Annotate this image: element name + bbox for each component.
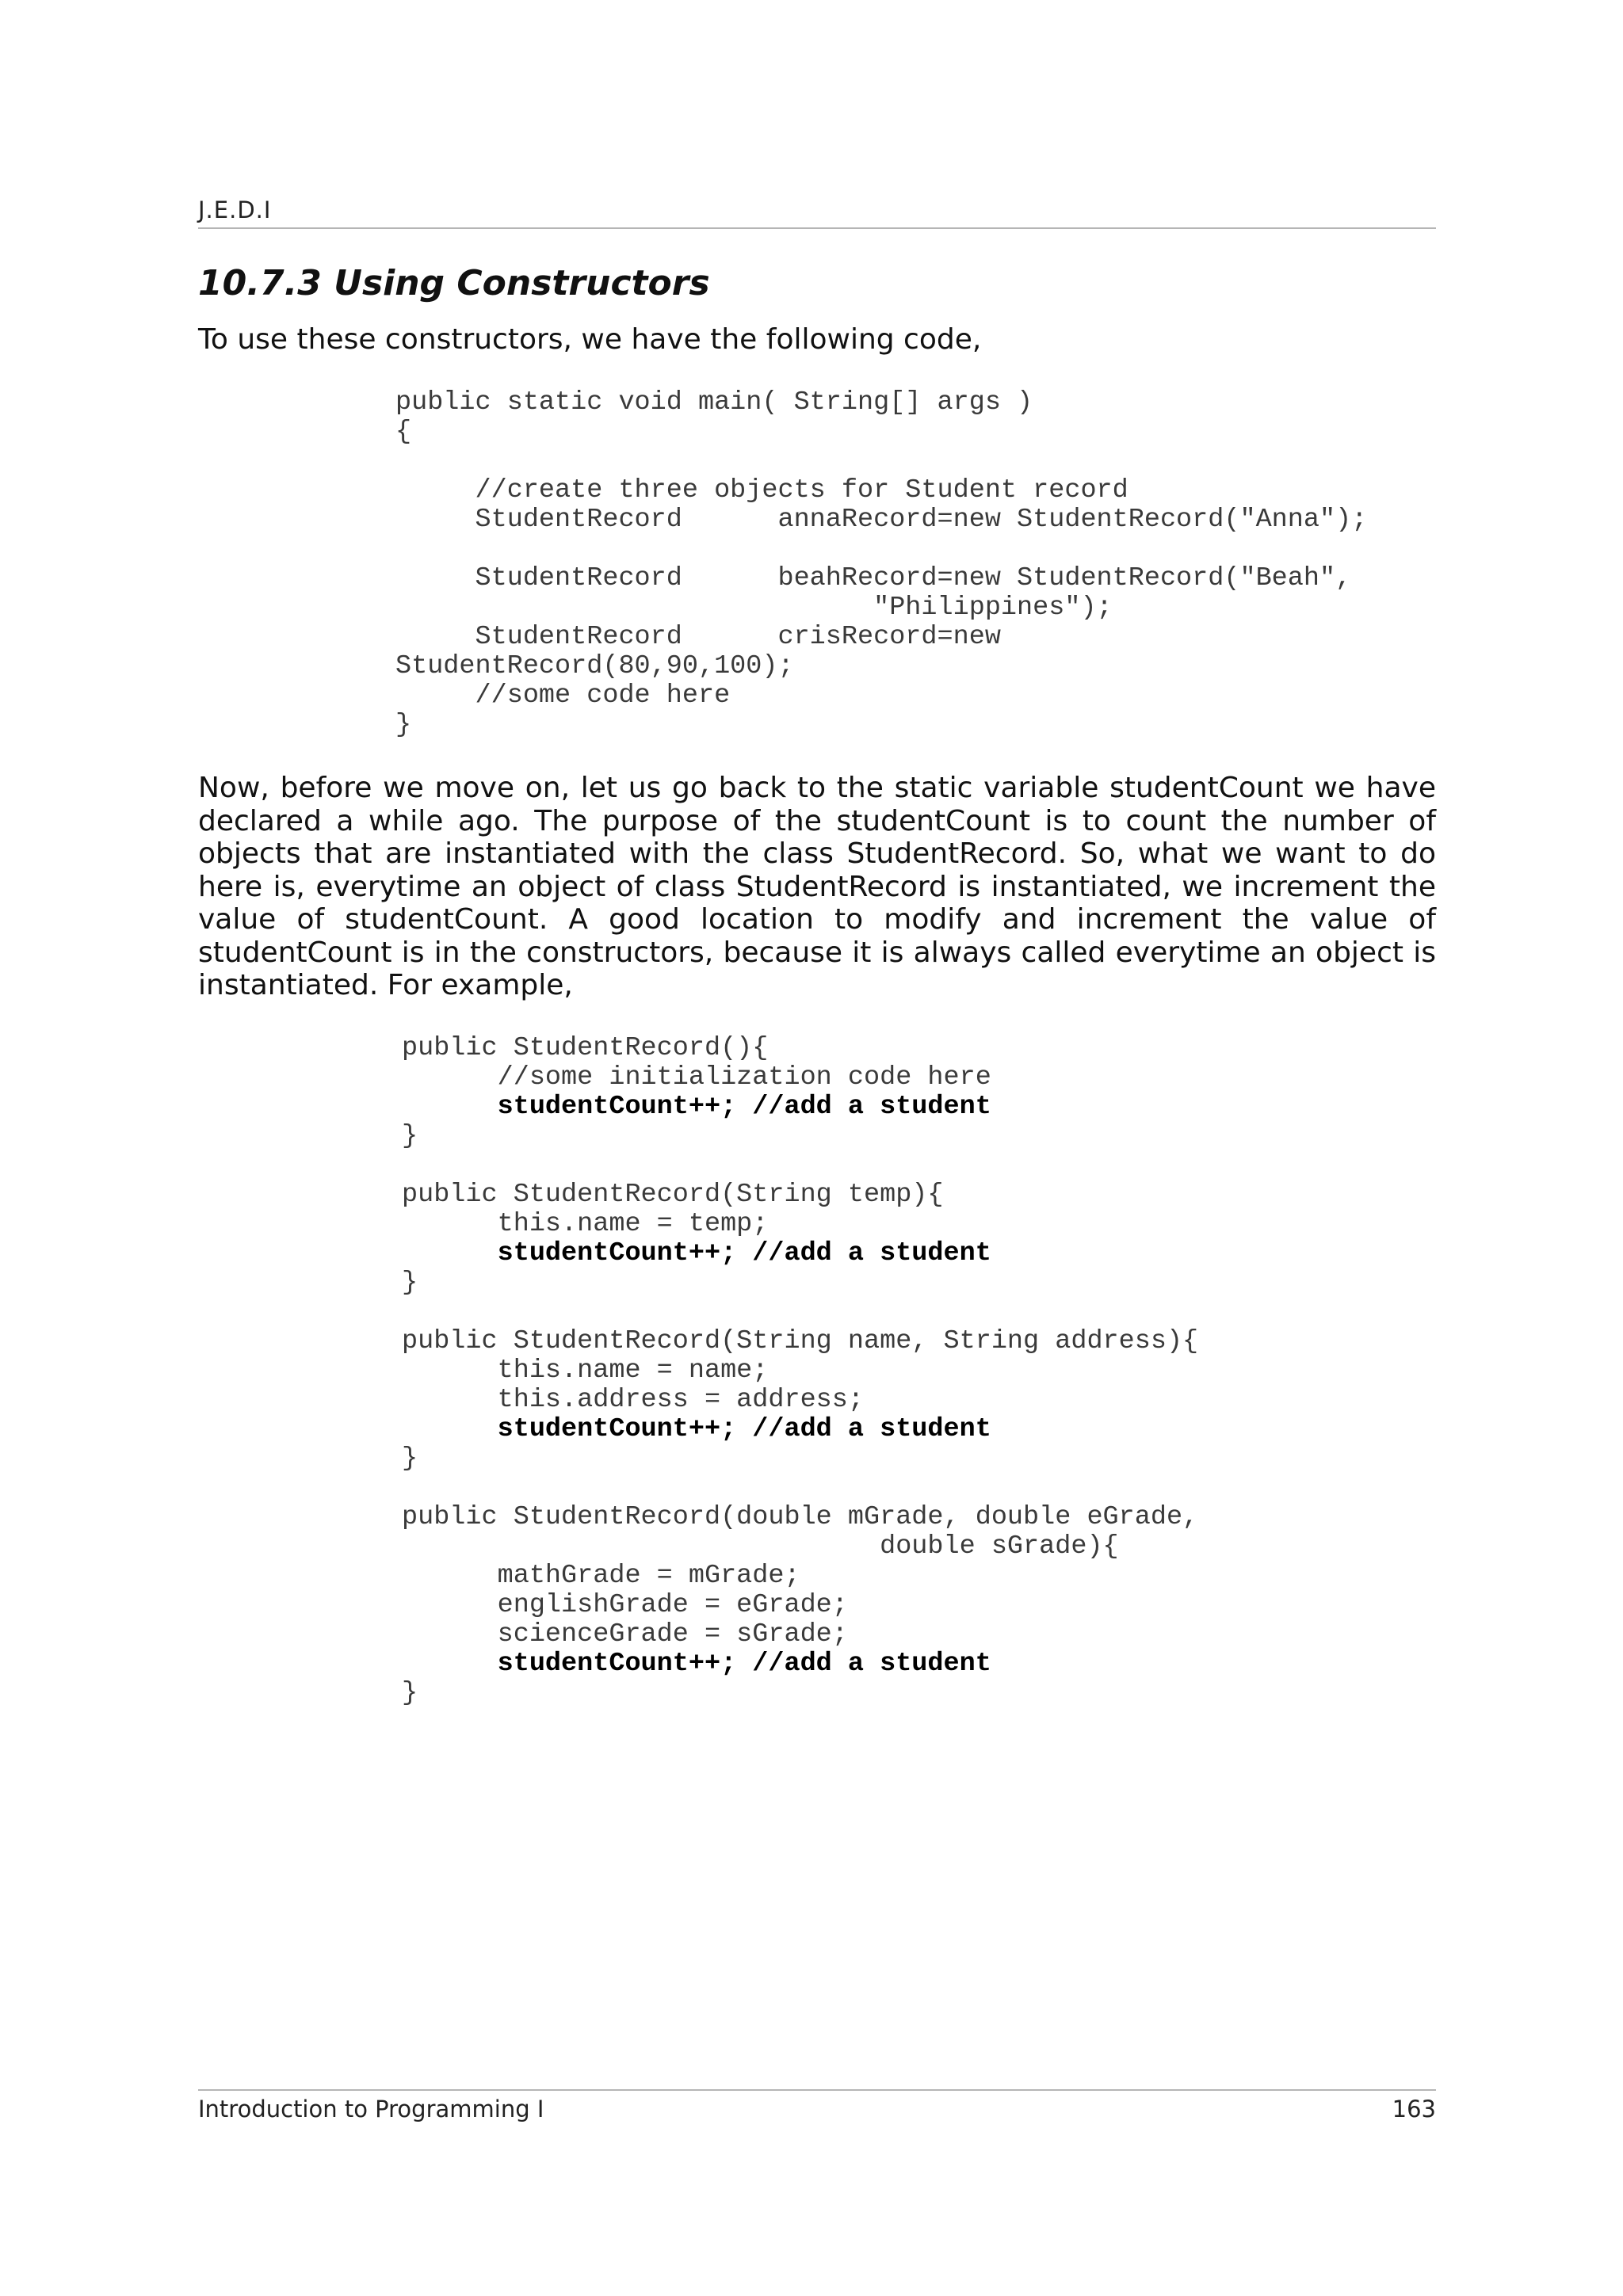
code-line bbox=[402, 1474, 1198, 1503]
page-number: 163 bbox=[1392, 2096, 1436, 2122]
code-line: } bbox=[402, 1678, 418, 1708]
code-line: public StudentRecord(String temp){ bbox=[402, 1180, 944, 1210]
intro-text: To use these constructors, we have the following code, bbox=[198, 323, 982, 356]
code-line: public StudentRecord(){ bbox=[402, 1033, 769, 1063]
code-line: "Philippines"); bbox=[395, 593, 1113, 623]
code-line bbox=[395, 447, 1367, 476]
code-line: //create three objects for Student record bbox=[395, 475, 1128, 505]
code-line: } bbox=[402, 1444, 418, 1474]
code-line: mathGrade = mGrade; bbox=[402, 1561, 800, 1591]
code-line: this.address = address; bbox=[402, 1385, 864, 1415]
code-line: studentCount++; //add a student bbox=[402, 1092, 991, 1122]
code-line bbox=[402, 1298, 1198, 1327]
code-line: } bbox=[402, 1121, 418, 1151]
code-line: StudentRecord beahRecord=new StudentRecord("Beah", bbox=[395, 563, 1352, 593]
running-header: J.E.D.I bbox=[198, 196, 272, 223]
code-line: public static void main( String[] args ) bbox=[395, 387, 1033, 418]
code-line: StudentRecord crisRecord=new bbox=[395, 622, 1001, 652]
header-divider bbox=[198, 227, 1436, 229]
code-line: { bbox=[395, 417, 412, 447]
code-line: studentCount++; //add a student bbox=[402, 1649, 991, 1679]
code-block-main-method bbox=[395, 388, 1367, 740]
code-line: } bbox=[395, 710, 412, 740]
code-line: studentCount++; //add a student bbox=[402, 1414, 991, 1444]
body-paragraph: Now, before we move on, let us go back to the static variable studentCount we have declared a while ago. The purpose of the studentCount is to count the number of objects that are instantiated with the class StudentRecord. So, what we want to do here is, everytime an object of class StudentRecord is instantiated, we increment the value of studentCount. A good location to modify and increment the value of studentCount is in the constructors, because it is always called everytime an object is instantiated. For example, bbox=[198, 772, 1436, 1001]
code-line: englishGrade = eGrade; bbox=[402, 1590, 848, 1620]
code-line: } bbox=[402, 1268, 418, 1298]
code-line: public StudentRecord(double mGrade, double eGrade, bbox=[402, 1502, 1199, 1532]
code-line: scienceGrade = sGrade; bbox=[402, 1619, 848, 1650]
code-line: //some initialization code here bbox=[402, 1062, 991, 1093]
footer-divider bbox=[198, 2089, 1436, 2091]
code-line: public StudentRecord(String name, String address){ bbox=[402, 1326, 1199, 1356]
code-line: this.name = name; bbox=[402, 1356, 769, 1386]
code-block-constructors bbox=[402, 1034, 1198, 1708]
code-line: //some code here bbox=[395, 681, 731, 711]
code-line bbox=[395, 535, 1367, 564]
code-line: studentCount++; //add a student bbox=[402, 1238, 991, 1268]
code-line: StudentRecord annaRecord=new StudentRecord("Anna"); bbox=[395, 505, 1368, 535]
code-line: StudentRecord(80,90,100); bbox=[395, 651, 794, 681]
footer-book-title: Introduction to Programming I bbox=[198, 2096, 544, 2122]
code-line: this.name = temp; bbox=[402, 1209, 769, 1239]
code-line: double sGrade){ bbox=[402, 1531, 1119, 1562]
section-heading: 10.7.3 Using Constructors bbox=[198, 263, 710, 303]
code-line bbox=[402, 1151, 1198, 1180]
